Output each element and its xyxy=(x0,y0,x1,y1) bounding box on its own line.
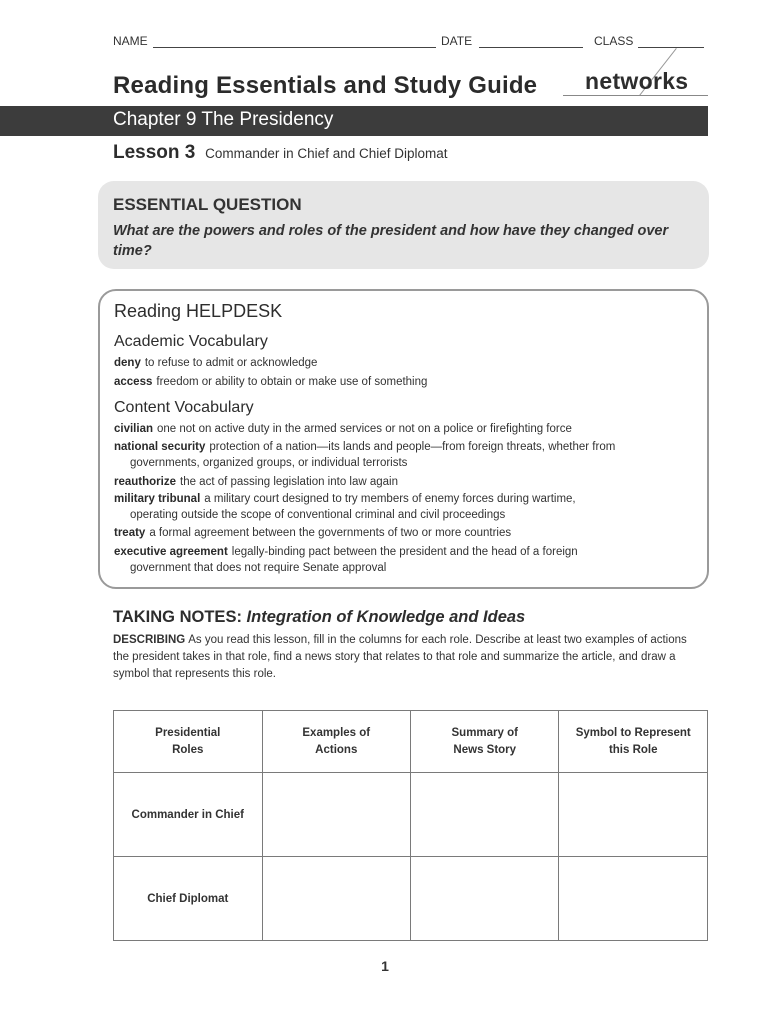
taking-notes-heading xyxy=(113,608,525,627)
chapter-banner xyxy=(0,106,708,136)
vocab-definition: the act of passing legislation into law again xyxy=(180,476,399,488)
column-header-examples: Examples of Actions xyxy=(262,711,410,773)
vocab-term: treaty xyxy=(114,527,146,539)
vocab-term: civilian xyxy=(114,423,153,435)
logo-rule xyxy=(563,95,708,96)
class-field[interactable] xyxy=(638,47,704,48)
lesson-title: Commander in Chief and Chief Diplomat xyxy=(205,146,448,161)
networks-logo: networks xyxy=(585,68,689,94)
vocab-entry xyxy=(114,374,699,390)
vocab-entry xyxy=(114,355,699,371)
helpdesk-title: Reading HELPDESK xyxy=(114,301,283,321)
column-header-summary: Summary of News Story xyxy=(411,711,559,773)
table-row xyxy=(114,773,708,857)
essential-question-text: What are the powers and roles of the president and how have they changed over time? xyxy=(113,223,669,259)
symbol-cell[interactable] xyxy=(559,857,708,941)
class-label: CLASS xyxy=(594,34,634,48)
vocab-definition: a formal agreement between the governments of two or more countries xyxy=(149,527,512,539)
reading-helpdesk-box xyxy=(98,289,709,589)
vocab-term: national security xyxy=(114,441,206,453)
name-field[interactable] xyxy=(153,47,436,48)
row-label-commander: Commander in Chief xyxy=(114,773,263,857)
lesson-number: Lesson 3 xyxy=(113,142,196,163)
examples-cell[interactable] xyxy=(262,773,410,857)
table-header-row xyxy=(114,711,708,773)
vocab-entry xyxy=(114,474,699,490)
taking-notes-subtitle: Integration of Knowledge and Ideas xyxy=(246,608,526,626)
summary-cell[interactable] xyxy=(411,857,559,941)
describing-label: DESCRIBING xyxy=(113,634,186,646)
lesson-heading xyxy=(113,142,448,164)
vocab-term: reauthorize xyxy=(114,476,176,488)
notes-table xyxy=(113,710,708,941)
vocab-entry xyxy=(114,525,699,541)
examples-cell[interactable] xyxy=(262,857,410,941)
header-fields xyxy=(113,34,708,50)
vocab-entry xyxy=(114,439,699,471)
vocab-definition-continued: government that does not require Senate approval xyxy=(130,562,387,574)
taking-notes-label: TAKING NOTES: xyxy=(113,608,242,626)
vocab-definition: freedom or ability to obtain or make use of something xyxy=(156,376,428,388)
symbol-cell[interactable] xyxy=(559,773,708,857)
table-row xyxy=(114,857,708,941)
vocab-definition-continued: governments, organized groups, or individual terrorists xyxy=(130,457,408,469)
column-header-symbol: Symbol to Represent this Role xyxy=(559,711,708,773)
page-number: 1 xyxy=(381,958,389,974)
page-title: Reading Essentials and Study Guide xyxy=(113,72,538,99)
content-vocabulary-heading: Content Vocabulary xyxy=(114,399,254,416)
chapter-title: Chapter 9 The Presidency xyxy=(113,109,334,130)
essential-question-heading: ESSENTIAL QUESTION xyxy=(113,195,302,214)
vocab-definition: legally-binding pact between the president and the head of a foreign xyxy=(231,546,578,558)
summary-cell[interactable] xyxy=(411,773,559,857)
name-label: NAME xyxy=(113,34,148,48)
vocab-term: deny xyxy=(114,357,141,369)
taking-notes-description xyxy=(113,632,703,683)
vocab-term: executive agreement xyxy=(114,546,228,558)
academic-vocabulary-heading: Academic Vocabulary xyxy=(114,333,268,350)
vocab-definition: to refuse to admit or acknowledge xyxy=(144,357,318,369)
essential-question-box xyxy=(98,181,709,269)
vocab-entry xyxy=(114,491,699,523)
vocab-entry xyxy=(114,421,699,437)
date-field[interactable] xyxy=(479,47,583,48)
vocab-definition: protection of a nation—its lands and people—from foreign threats, whether from xyxy=(209,441,616,453)
vocab-definition: one not on active duty in the armed services or not on a police or firefighting force xyxy=(157,423,572,435)
describing-text: As you read this lesson, fill in the columns for each role. Describe at least two examples of actions the president takes in that role, find a news story that relates to that role and summarize the article, and draw a symbol that represents this role. xyxy=(113,634,687,680)
vocab-definition: a military court designed to try members of enemy forces during wartime, xyxy=(204,493,576,505)
date-label: DATE xyxy=(441,34,473,48)
column-header-roles: Presidential Roles xyxy=(114,711,263,773)
vocab-term: access xyxy=(114,376,153,388)
vocab-term: military tribunal xyxy=(114,493,201,505)
row-label-diplomat: Chief Diplomat xyxy=(114,857,263,941)
vocab-entry xyxy=(114,544,699,576)
vocab-definition-continued: operating outside the scope of conventional criminal and civil proceedings xyxy=(130,509,506,521)
